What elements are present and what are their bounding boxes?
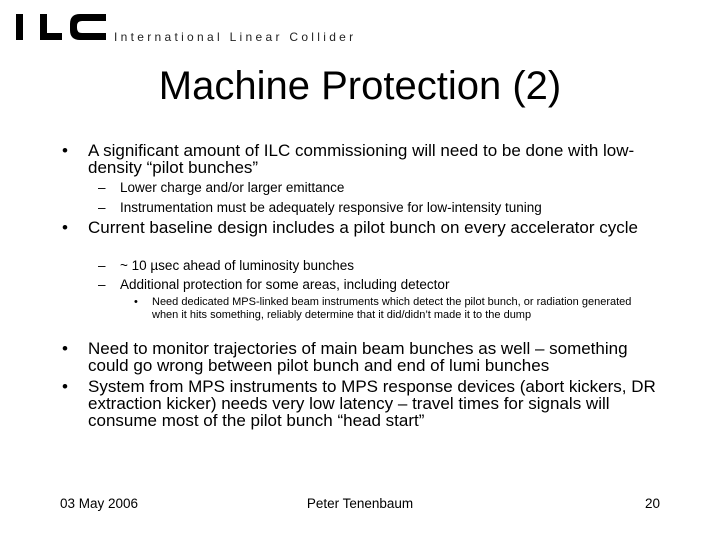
bullet-text: A significant amount of ILC commissioning will need to be done with low-density “pilot bunches” (88, 141, 635, 177)
bullet-marker: • (62, 377, 68, 396)
bullet-text: System from MPS instruments to MPS response devices (abort kickers, DR extraction kicker) needs very low latency – travel times for signals will consume most of the pilot bunch “head start” (88, 377, 656, 430)
sub-sub-bullet-2-2-1 (134, 296, 648, 322)
logo-subtitle: International Linear Collider (114, 30, 357, 44)
sub-bullet-1-2 (98, 199, 660, 216)
bullet-text: Need to monitor trajectories of main beam bunches as well – something could go wrong between pilot bunch and end of lumi bunches (88, 339, 628, 375)
footer-date: 03 May 2006 (60, 496, 139, 511)
sub-sub-bullet-text: Need dedicated MPS-linked beam instruments which detect the pilot bunch, or radiation generated when it hits something, reliably determine that it did/didn’t made it to the dump (152, 296, 632, 321)
bullet-text: Current baseline design includes a pilot bunch on every accelerator cycle (88, 218, 638, 237)
footer-author: Peter Tenenbaum (306, 496, 414, 511)
page-number: 20 (644, 496, 660, 511)
sub-bullet-2-1 (98, 257, 660, 274)
ilc-logo-mark (14, 12, 110, 42)
sub-bullet-text: Additional protection for some areas, including detector (120, 277, 450, 292)
dash-marker: – (98, 258, 106, 273)
bullet-1 (62, 141, 658, 177)
dash-marker: – (98, 200, 106, 215)
dash-marker: – (98, 277, 106, 292)
bullet-marker: • (134, 296, 138, 308)
ilc-logo (14, 12, 110, 42)
bullet-marker: • (62, 141, 68, 160)
sub-bullet-1-1 (98, 179, 660, 196)
slide-title: Machine Protection (2) (158, 64, 562, 108)
bullet-marker: • (62, 339, 68, 358)
dash-marker: – (98, 180, 106, 195)
sub-bullet-2-2 (98, 276, 660, 293)
bullet-4 (62, 377, 658, 430)
sub-bullet-text: Lower charge and/or larger emittance (120, 180, 345, 195)
bullet-3 (62, 339, 658, 375)
bullet-2 (62, 218, 658, 237)
bullet-marker: • (62, 218, 68, 237)
sub-bullet-text: ~ 10 µsec ahead of luminosity bunches (120, 258, 355, 273)
sub-bullet-text: Instrumentation must be adequately responsive for low-intensity tuning (120, 200, 542, 215)
